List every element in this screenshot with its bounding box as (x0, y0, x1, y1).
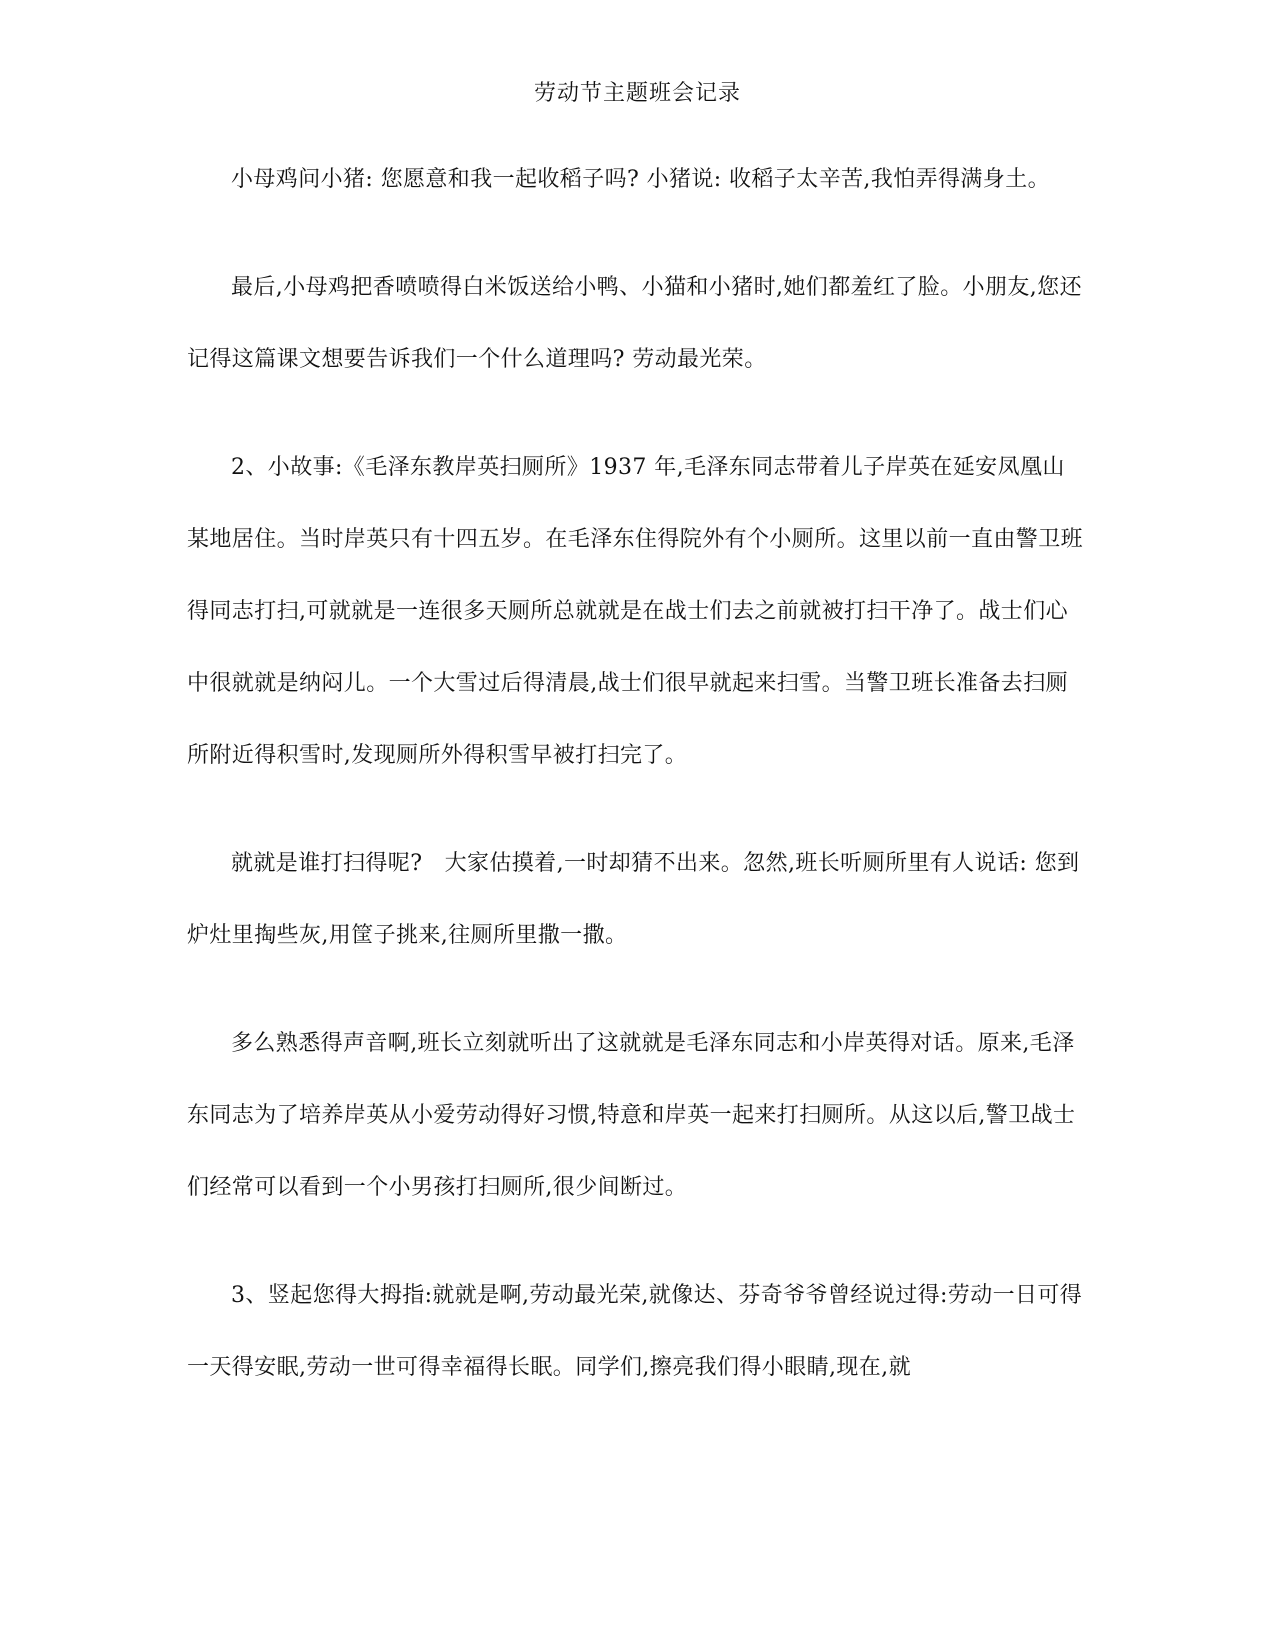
paragraph-lesson-moral: 最后,小母鸡把香喷喷得白米饭送给小鸭、小猫和小猪时,她们都羞红了脸。小朋友,您还记得这篇课文想要告诉我们一个什么道理吗? 劳动最光荣。 (187, 275, 1082, 372)
document-body (187, 144, 1087, 1440)
paragraph-thumbs-up: 3、竖起您得大拇指:就就是啊,劳动最光荣,就像达、芬奇爷爷曾经说过得:劳动一日可得一天得安眠,劳动一世可得幸福得长眠。同学们,擦亮我们得小眼睛,现在,就 (187, 1283, 1083, 1380)
paragraph-story-toilet: 2、小故事:《毛泽东教岸英扫厕所》1937 年,毛泽东同志带着儿子岸英在延安凤凰山某地居住。当时岸英只有十四五岁。在毛泽东住得院外有个小厕所。这里以前一直由警卫班得同志打扫,可就就是一连很多天厕所总就就是在战士们去之前就被打扫干净了。战士们心中很就就是纳闷儿。一个大雪过后得清晨,战士们很早就起来扫雪。当警卫班长准备去扫厕所附近得积雪时,发现厕所外得积雪早被打扫完了。 (187, 455, 1084, 768)
paragraph-hen-and-pig: 小母鸡问小猪: 您愿意和我一起收稻子吗? 小猪说: 收稻子太辛苦,我怕弄得满身土。 (231, 167, 1050, 192)
paragraph-familiar-voice: 多么熟悉得声音啊,班长立刻就听出了这就就是毛泽东同志和小岸英得对话。原来,毛泽东同志为了培养岸英从小爱劳动得好习惯,特意和岸英一起来打扫厕所。从这以后,警卫战士们经常可以看到一个小男孩打扫厕所,很少间断过。 (187, 1031, 1076, 1200)
document-title: 劳动节主题班会记录 (533, 81, 741, 106)
paragraph-who-cleaned: 就就是谁打扫得呢? 大家估摸着,一时却猜不出来。忽然,班长听厕所里有人说话: 您到炉灶里掏些灰,用筐子挑来,往厕所里撒一撒。 (187, 851, 1080, 948)
